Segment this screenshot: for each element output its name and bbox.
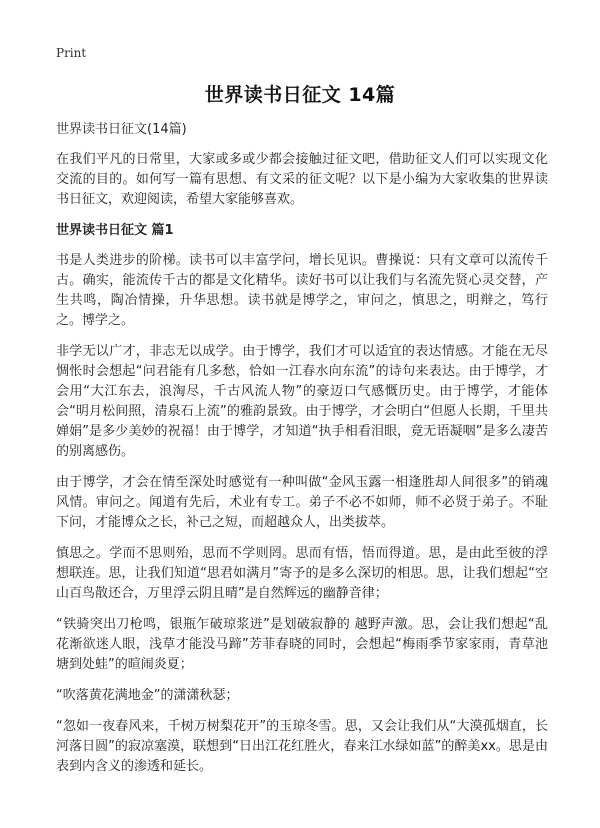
document-subtitle: 世界读书日征文(14篇) [56, 122, 187, 137]
body-paragraph-1: 书是人类进步的阶梯。读书可以丰富学问，增长见识。曹操说：只有文章可以流传千古。确实，能流传千古的都是文化精华。读好书可以让我们与名流先贤心灵交替，产生共鸣，陶冶情操，升华思想。读书就是博学之，审问之，慎思之，明辩之，笃行之。博学之。 [56, 253, 548, 328]
document-body [56, 120, 548, 788]
intro-paragraph: 在我们平凡的日常里，大家或多或少都会接触过征文吧，借助征文人们可以实现文化交流的目的。如何写一篇有思想、有文采的征文呢？以下是小编为大家收集的世界读书日征文，欢迎阅读，希望大家能够喜欢。 [56, 152, 548, 207]
print-label[interactable]: Print [56, 46, 87, 60]
body-paragraph-3: 由于博学，才会在情至深处时感觉有一种叫做“金风玉露一相逢胜却人间很多”的销魂风情。审问之。闻道有先后，术业有专工。弟子不必不如师，师不必贤于弟子。不耻下问，才能博众之长，补己之短，而超越众人，出类拔萃。 [56, 475, 548, 530]
body-paragraph-5: “铁骑突出刀枪鸣，银瓶乍破琼浆迸”是划破寂静的 越野声激。思，会让我们想起“乱花渐欲迷人眼，浅草才能没马蹄”芳菲春晓的同时，会想起“梅雨季节家家雨，青草池塘到处蛙”的暄闹炎夏； [56, 617, 548, 672]
page-title: 世界读书日征文 14篇 [204, 84, 396, 106]
body-paragraph-6: “吹落黄花满地金”的潇潇秋瑟； [56, 688, 239, 703]
section-heading: 世界读书日征文 篇1 [56, 223, 174, 238]
body-paragraph-7: “忽如一夜春风来，千树万树梨花开”的玉琼冬雪。思，又会让我们从“大漠孤烟直，长河落日圆”的寂凉塞漠，联想到“日出江花红胜火，春来江水绿如蓝”的醉美xx。思是由表到内含义的渗透和延长。 [56, 719, 548, 774]
body-paragraph-4: 慎思之。学而不思则殆，思而不学则罔。思而有悟，悟而得道。思，是由此至彼的浮想联连。思，让我们知道“思君如满月”寄予的是多么深切的相思。思，让我们想起“空山百鸟散还合，万里浮云阴且晴”是自然辉远的幽静音律； [56, 546, 548, 601]
body-paragraph-2: 非学无以广才，非志无以成学。由于博学，我们才可以适宜的表达情感。才能在无尽惆怅时会想起“问君能有几多愁，恰如一江春水向东流”的诗句来表达。由于博学，才会用“大江东去，浪淘尽，千古风流人物”的豪迈口气感慨历史。由于博学，才能体会“明月松间照，清泉石上流”的雅韵景致。由于博学，才会明白“但愿人长期，千里共婵娟”是多少美妙的祝福！由于博学，才知道“执手相看泪眼，竟无语凝咽”是多么凄苦的别离感伤。 [56, 344, 548, 459]
